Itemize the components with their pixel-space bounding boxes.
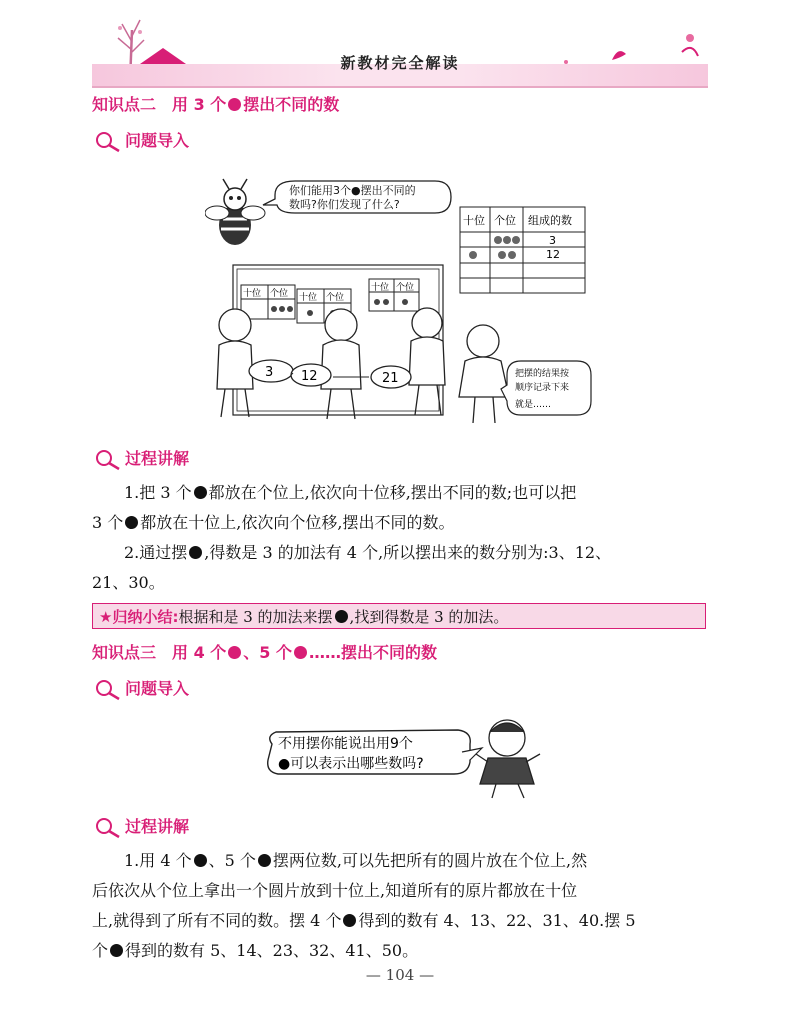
header-title: 新教材完全解读 <box>340 54 460 72</box>
girl-question-illustration <box>262 714 552 804</box>
table-header-ones: 个位 <box>494 214 516 227</box>
kp3-p1-f: 得到的数有 4、13、22、31、40.摆 5 <box>358 911 636 930</box>
board2-ones: 个位 <box>326 293 345 303</box>
dot-icon <box>258 854 271 867</box>
kp2-p1-line1 <box>92 478 708 508</box>
board3-ones: 个位 <box>396 283 415 293</box>
kp3-p1-b: 、5 个 <box>208 851 256 870</box>
kp3-process-heading <box>95 814 189 839</box>
board-table-3 <box>369 279 419 311</box>
dot-icon <box>343 914 356 927</box>
girl-bubble-line2: 顺序记录下来 <box>515 383 570 393</box>
kp3-p1-line4 <box>92 936 712 966</box>
page-number: — 104 — <box>365 966 435 984</box>
dot-icon <box>294 646 307 659</box>
dot-icon <box>228 98 241 111</box>
card-21: 21 <box>382 371 399 386</box>
kp2-p2-line1 <box>92 538 708 568</box>
header-rule <box>92 86 708 88</box>
kp2-process-heading <box>95 446 189 471</box>
board1-ones: 个位 <box>270 289 289 299</box>
board3-tens: 十位 <box>371 283 390 293</box>
summary-box <box>92 603 706 629</box>
kp2-p1-c: 3 个 <box>92 513 124 532</box>
kp3-p1-e: 上,就得到了所有不同的数。摆 4 个 <box>92 911 342 930</box>
kp2-process-label: 过程讲解 <box>125 449 190 468</box>
summary-label: ★归纳小结: <box>99 608 179 626</box>
table-row2-value: 12 <box>546 248 560 261</box>
dot-icon <box>335 610 348 623</box>
board2-tens: 十位 <box>299 293 318 303</box>
kp3-bubble-line2: ●可以表示出哪些数吗? <box>278 756 424 772</box>
bubble-line2: 数吗?你们发现了什么? <box>289 198 400 211</box>
kp2-process-text <box>92 478 708 598</box>
magnifier-icon <box>95 817 121 839</box>
kp3-intro-label: 问题导入 <box>125 679 190 698</box>
girl-bubble-line3: 就是…… <box>515 400 552 410</box>
dot-icon <box>189 546 202 559</box>
girl-bubble-line1: 把摆的结果按 <box>515 369 570 379</box>
card-3: 3 <box>265 365 274 380</box>
kp2-p1-line2 <box>92 508 708 538</box>
kp3-process-label: 过程讲解 <box>125 817 190 836</box>
kp3-p1-line2: 后依次从个位上拿出一个圆片放到十位上,知道所有的原片都放在十位 <box>92 881 578 900</box>
kp3-title-b: 、5 个 <box>243 643 292 662</box>
board1-tens: 十位 <box>243 289 262 299</box>
board-table-1 <box>241 285 295 319</box>
kp2-p1-d: 都放在十位上,依次向个位移,摆出不同的数。 <box>140 513 455 532</box>
kp2-intro-label: 问题导入 <box>125 131 190 150</box>
kp2-p2-a: 2.通过摆 <box>124 543 188 562</box>
summary-b: ,找到得数是 3 的加法。 <box>349 608 509 626</box>
card-12: 12 <box>301 369 318 384</box>
kp3-p1-g: 个 <box>92 941 109 960</box>
record-table <box>460 207 585 293</box>
magnifier-icon <box>95 131 121 153</box>
kp3-p1-c: 摆两位数,可以先把所有的圆片放在个位上,然 <box>272 851 588 870</box>
dot-icon <box>194 854 207 867</box>
kp3-illustration <box>262 714 552 804</box>
kp2-title-post: 摆出不同的数 <box>243 95 340 114</box>
kp3-process-text <box>92 846 712 966</box>
kp2-p2-b: ,得数是 3 的加法有 4 个,所以摆出来的数分别为:3、12、 <box>204 543 612 562</box>
dot-icon <box>194 486 207 499</box>
kp3-title-a: 知识点三 用 4 个 <box>92 643 227 662</box>
page-header <box>92 12 708 92</box>
kp2-p1-b: 都放在个位上,依次向十位移,摆出不同的数;也可以把 <box>208 483 577 502</box>
kp2-p2-line2: 21、30。 <box>92 573 165 592</box>
kp3-title <box>92 640 437 663</box>
dot-icon <box>125 516 138 529</box>
kp2-intro-heading <box>95 128 189 153</box>
kp2-title-pre: 知识点二 用 3 个 <box>92 95 227 114</box>
table-header-number: 组成的数 <box>528 214 572 227</box>
kp3-title-c: ……摆出不同的数 <box>309 643 438 662</box>
kp3-p1-a: 1.用 4 个 <box>124 851 192 870</box>
kp3-p1-line1 <box>92 846 712 876</box>
classroom-illustration <box>205 175 605 440</box>
table-row1-value: 3 <box>549 234 556 247</box>
table-header-tens: 十位 <box>463 214 485 227</box>
dot-icon <box>110 944 123 957</box>
kp3-p1-line3 <box>92 906 712 936</box>
summary-text <box>99 607 508 627</box>
kp3-p1-h: 得到的数有 5、14、23、32、41、50。 <box>125 941 419 960</box>
kp2-p1-a: 1.把 3 个 <box>124 483 192 502</box>
kp3-intro-heading <box>95 676 189 701</box>
kp2-illustration <box>205 175 605 440</box>
kp2-title <box>92 92 339 115</box>
dot-icon <box>228 646 241 659</box>
summary-a: 根据和是 3 的加法来摆 <box>178 608 333 626</box>
magnifier-icon <box>95 679 121 701</box>
bubble-line1: 你们能用3个●摆出不同的 <box>289 184 416 197</box>
kp3-bubble-line1: 不用摆你能说出用9个 <box>278 736 413 752</box>
magnifier-icon <box>95 449 121 471</box>
